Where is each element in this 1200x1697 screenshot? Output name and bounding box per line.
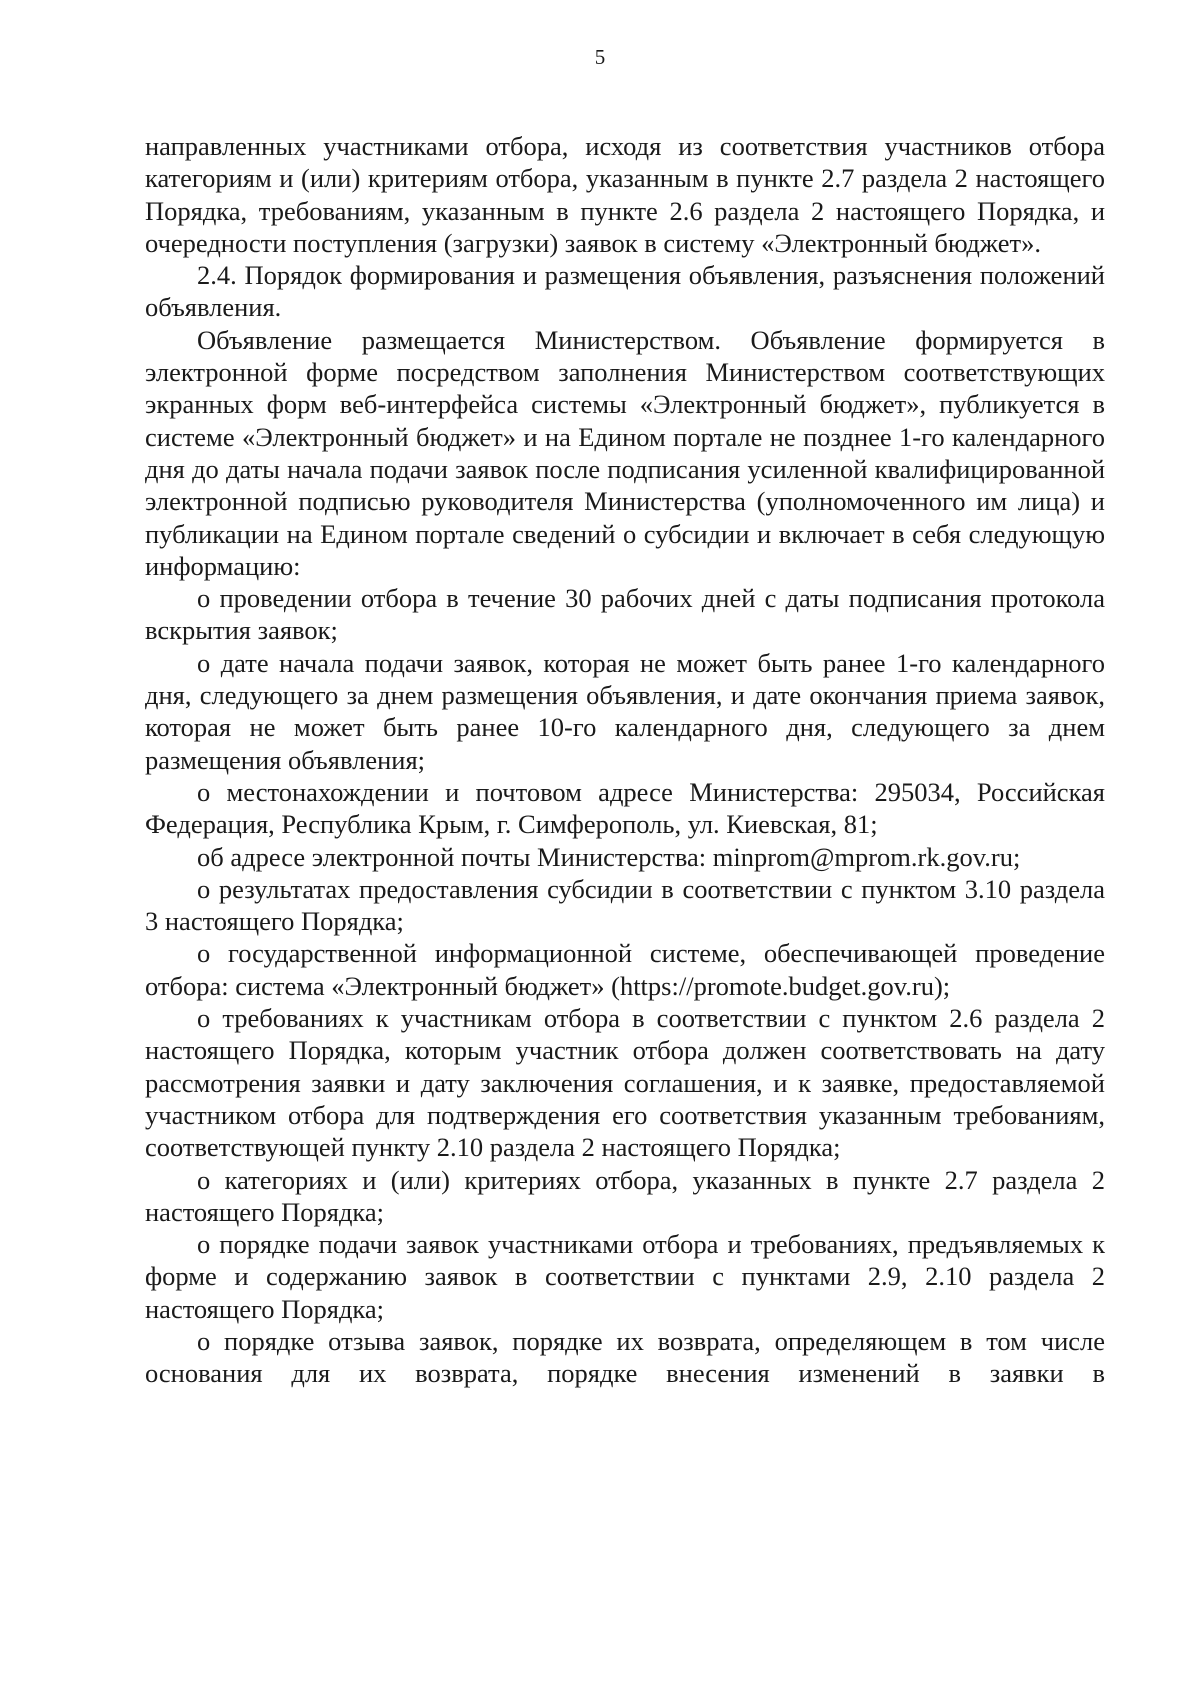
paragraph-item-results: о результатах предоставления субсидии в соответствии с пунктом 3.10 раздела 3 настоящего Порядка; [145,873,1105,937]
paragraph-item-categories: о категориях и (или) критериях отбора, указанных в пункте 2.7 раздела 2 настоящего Порядка; [145,1164,1105,1227]
page-number: 5 [594,45,606,69]
paragraph-item-withdrawal: о порядке отзыва заявок, порядке их возврата, определяющем в том числе основания для их возврата, порядке внесения изменений в заявки в [145,1325,1105,1389]
paragraph-item-start-date: о дате начала подачи заявок, которая не может быть ранее 1-го календарного дня, следующего за днем размещения объявления, и дате окончания приема заявок, которая не может быть ранее 10-го календарного дня, следующего за днем размещения объявления; [145,647,1105,775]
paragraph-section-2-4-heading: 2.4. Порядок формирования и размещения объявления, разъяснения положений объявления. [145,260,1105,323]
paragraph-item-requirements: о требованиях к участникам отбора в соответствии с пунктом 2.6 раздела 2 настоящего Порядка, которым участник отбора должен соответствовать на дату рассмотрения заявки и дату заключения соглашения, и к заявке, предоставляемой участником отбора для подтверждения его соответствия указанным требованиям, соответствующей пункту 2.10 раздела 2 настоящего Порядка; [145,1003,1105,1163]
paragraph-item-address: о местонахождении и почтовом адресе Министерства: 295034, Российская Федерация, Республика Крым, г. Симферополь, ул. Киевская, 81; [145,776,1105,840]
paragraph-item-email: об адресе электронной почты Министерства: minprom@mprom.rk.gov.ru; [197,841,1021,872]
paragraph-continuation: направленных участниками отбора, исходя из соответствия участников отбора категориям и (или) критериям отбора, указанным в пункте 2.7 раздела 2 настоящего Порядка, требованиям, указанным в пункте 2.6 раздела 2 настоящего Порядка, и очередности поступления (загрузки) заявок в систему «Электронный бюджет». [145,131,1105,258]
paragraph-item-submission-order: о порядке подачи заявок участниками отбора и требованиях, предъявляемых к форме и содержанию заявок в соответствии с пунктами 2.9, 2.10 раздела 2 настоящего Порядка; [145,1229,1105,1324]
paragraph-announcement: Объявление размещается Министерством. Объявление формируется в электронной форме посредством заполнения Министерством соответствующих экранных форм веб-интерфейса системы «Электронный бюджет», публикуется в системе «Электронный бюджет» и на Едином портале не позднее 1-го календарного дня до даты начала подачи заявок после подписания усиленной квалифицированной электронной подписью руководителя Министерства (уполномоченного им лица) и публикации на Едином портале сведений о субсидии и включает в себя следующую информацию: [145,324,1105,581]
document-body [145,130,1105,1390]
paragraph-item-selection-period: о проведении отбора в течение 30 рабочих дней с даты подписания протокола вскрытия заявок; [145,583,1105,646]
paragraph-item-information-system: о государственной информационной системе, обеспечивающей проведение отбора: система «Электронный бюджет» (https://promote.budget.gov.ru); [145,938,1105,1001]
